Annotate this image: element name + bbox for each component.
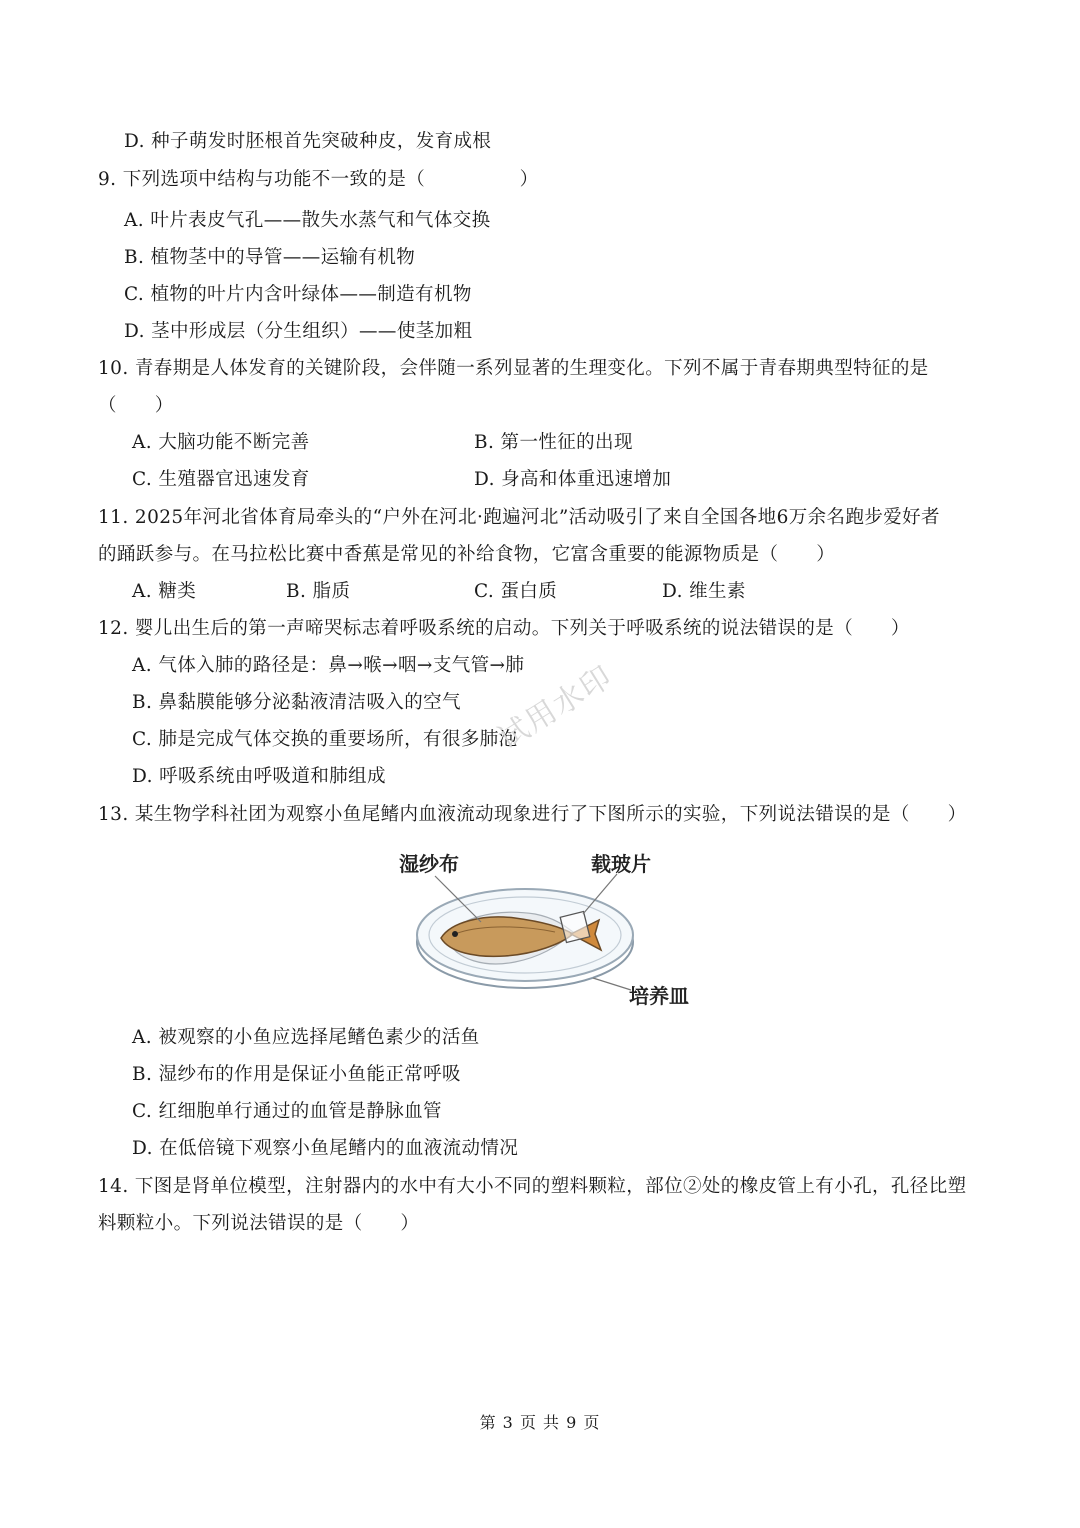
q12-option-d: D. 呼吸系统由呼吸道和肺组成 bbox=[132, 766, 386, 787]
page-footer: 第 3 页 共 9 页 bbox=[479, 1413, 601, 1432]
q11-option-c: C. 蛋白质 bbox=[474, 581, 558, 602]
wet-gauze-label: 湿纱布 bbox=[399, 852, 459, 876]
q11-option-a: A. 糖类 bbox=[132, 581, 197, 602]
glass-slide-label: 载玻片 bbox=[591, 852, 651, 876]
q8-option-d: D. 种子萌发时胚根首先突破种皮，发育成根 bbox=[124, 131, 492, 152]
q12-option-a: A. 气体入肺的路径是：鼻→喉→咽→支气管→肺 bbox=[132, 655, 525, 676]
q9-stem: 9. 下列选项中结构与功能不一致的是（ ） bbox=[98, 169, 539, 190]
q13-stem: 13. 某生物学科社团为观察小鱼尾鳍内血液流动现象进行了下图所示的实验，下列说法错误的是（ ） bbox=[98, 804, 967, 825]
q9-option-c: C. 植物的叶片内含叶绿体——制造有机物 bbox=[124, 284, 472, 305]
q12-option-c: C. 肺是完成气体交换的重要场所，有很多肺泡 bbox=[132, 729, 518, 750]
q14-stem-line2: 料颗粒小。下列说法错误的是（ ） bbox=[98, 1213, 420, 1234]
q13-option-c: C. 红细胞单行通过的血管是静脉血管 bbox=[132, 1101, 442, 1122]
q10-option-a: A. 大脑功能不断完善 bbox=[132, 432, 310, 453]
q10-option-b: B. 第一性征的出现 bbox=[474, 432, 633, 453]
q9-option-d: D. 茎中形成层（分生组织）——使茎加粗 bbox=[124, 321, 473, 342]
q10-option-d: D. 身高和体重迅速增加 bbox=[474, 469, 672, 490]
q11-stem-line2: 的踊跃参与。在马拉松比赛中香蕉是常见的补给食物，它富含重要的能源物质是（ ） bbox=[98, 544, 836, 565]
watermark: 试用水印 bbox=[492, 658, 620, 757]
q11-option-b: B. 脂质 bbox=[286, 581, 351, 602]
q9-option-b: B. 植物茎中的导管——运输有机物 bbox=[124, 247, 416, 268]
q13-option-a: A. 被观察的小鱼应选择尾鳍色素少的活鱼 bbox=[132, 1027, 480, 1048]
q13-option-b: B. 湿纱布的作用是保证小鱼能正常呼吸 bbox=[132, 1064, 461, 1085]
q14-stem-line1: 14. 下图是肾单位模型，注射器内的水中有大小不同的塑料颗粒，部位②处的橡皮管上有小孔，孔径比塑 bbox=[98, 1176, 967, 1197]
q10-stem-line2: （ ） bbox=[98, 395, 174, 416]
petri-dish-label: 培养皿 bbox=[629, 984, 689, 1008]
q13-option-d: D. 在低倍镜下观察小鱼尾鳍内的血液流动情况 bbox=[132, 1138, 519, 1159]
q12-stem: 12. 婴儿出生后的第一声啼哭标志着呼吸系统的启动。下列关于呼吸系统的说法错误的是（ ） bbox=[98, 618, 910, 639]
q10-stem-line1: 10. 青春期是人体发育的关键阶段，会伴随一系列显著的生理变化。下列不属于青春期典型特征的是 bbox=[98, 358, 929, 379]
fish-experiment-figure bbox=[395, 838, 715, 1018]
q12-option-b: B. 鼻黏膜能够分泌黏液清洁吸入的空气 bbox=[132, 692, 461, 713]
q9-option-a: A. 叶片表皮气孔——散失水蒸气和气体交换 bbox=[124, 210, 491, 231]
q10-option-c: C. 生殖器官迅速发育 bbox=[132, 469, 310, 490]
q11-stem-line1: 11. 2025年河北省体育局牵头的“户外在河北·跑遍河北”活动吸引了来自全国各地6万余名跑步爱好者 bbox=[98, 507, 940, 528]
q11-option-d: D. 维生素 bbox=[662, 581, 746, 602]
